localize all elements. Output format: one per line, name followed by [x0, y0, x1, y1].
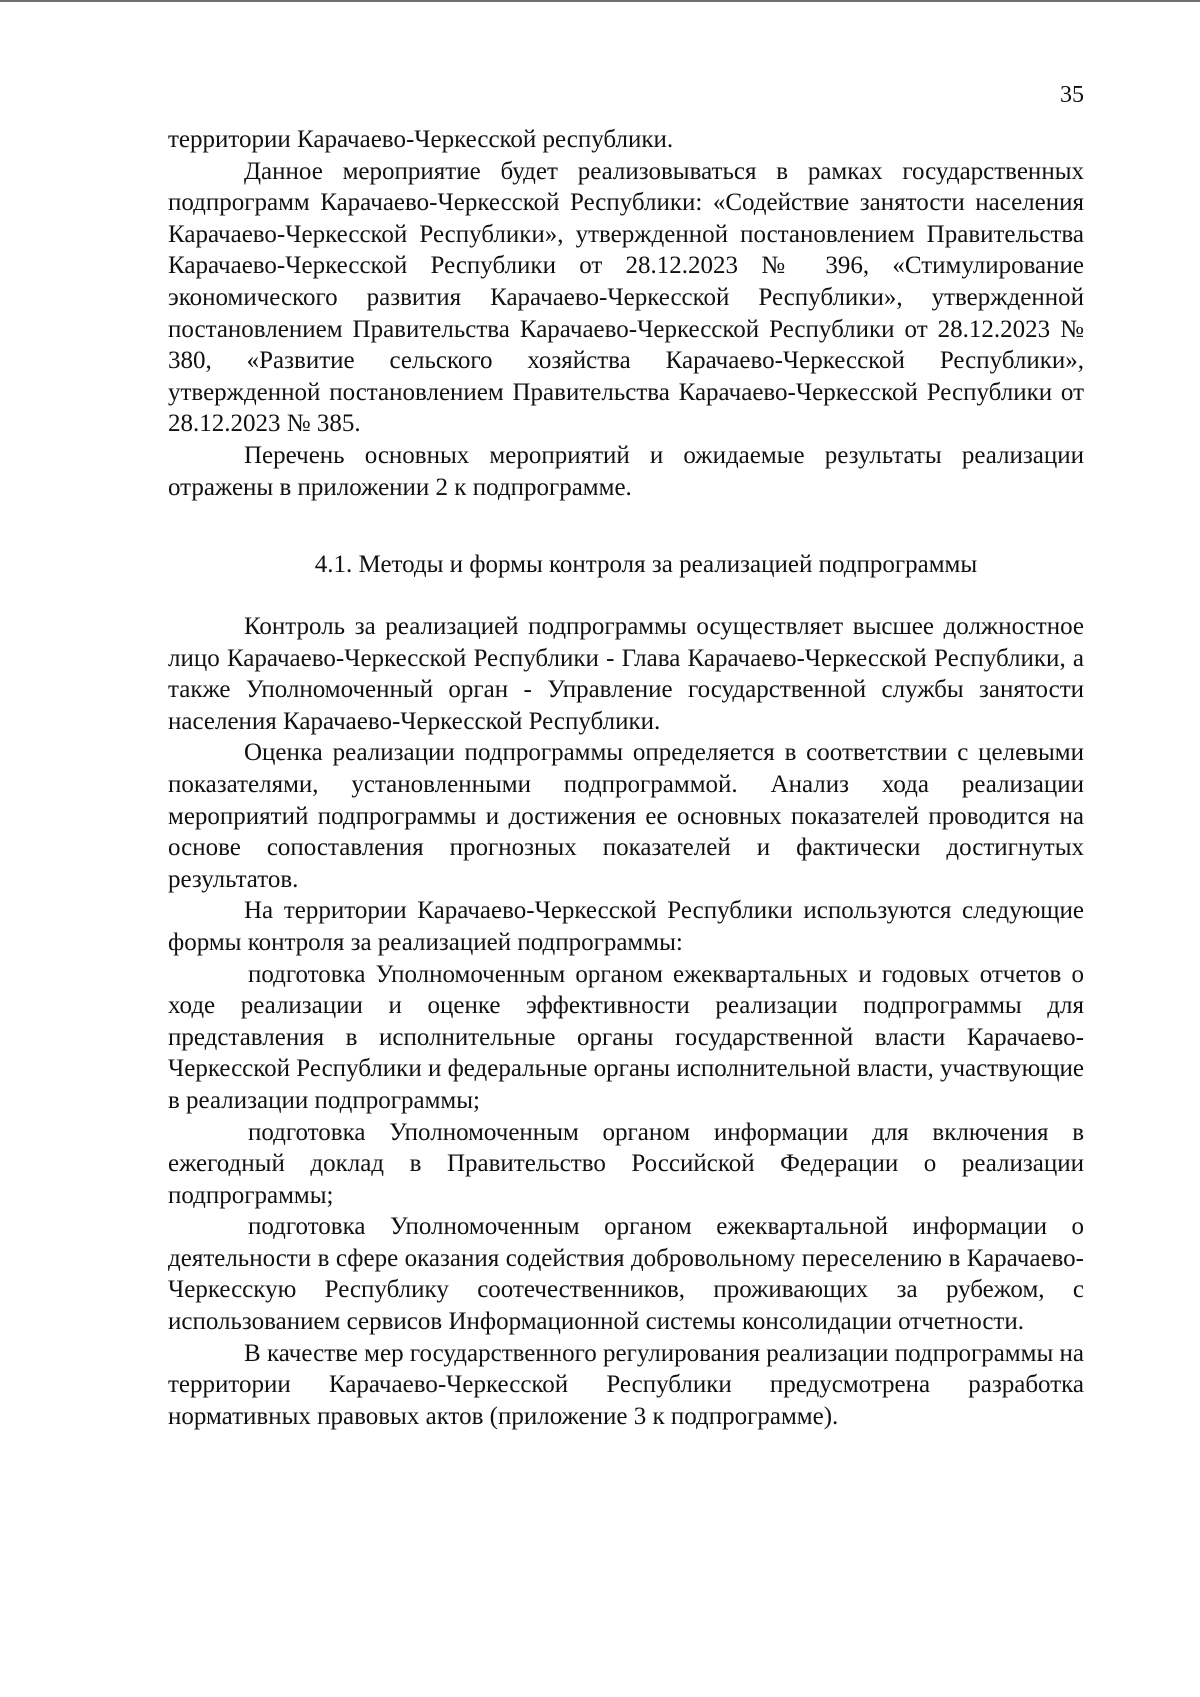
control-form-item: подготовка Уполномоченным органом ежеквартальных и годовых отчетов о ходе реализации и оценке эффективности реализации подпрограммы для представления в исполнительные органы государственной власти Карачаево-Черкесской Республики и федеральные органы исполнительной власти, участвующие в реализации подпрограммы; — [168, 960, 1085, 1114]
control-paragraph: Контроль за реализацией подпрограммы осуществляет высшее должностное лицо Карачаево-Черкесской Республики - Глава Карачаево-Черкесской Республики, а также Уполномоченный орган - Управление государственной службы занятости населения Карачаево-Черкесской Республики. — [168, 613, 1084, 735]
continuation-line: территории Карачаево-Черкесской республики. — [168, 126, 674, 153]
control-form-item: подготовка Уполномоченным органом ежеквартальной информации о деятельности в сфере оказания содействия добровольному переселению в Карачаево-Черкесскую Республику соотечественников, проживающих за рубежом, с использованием сервисов Информационной системы консолидации отчетности. — [168, 1213, 1084, 1336]
activities-list-paragraph: Перечень основных мероприятий и ожидаемые результаты реализации отражены в приложении 2 к подпрограмме. — [168, 441, 1084, 501]
assessment-paragraph: Оценка реализации подпрограммы определяется в соответствии с целевыми показателями, установленными подпрограммой. Анализ хода реализации мероприятий подпрограммы и достижения ее основных показателей проводится на основе сопоставления прогнозных показателей и фактически достигнутых результатов. — [168, 739, 1084, 893]
forms-intro-paragraph: На территории Карачаево-Черкесской Республики используются следующие формы контроля за реализацией подпрограммы: — [168, 897, 1084, 956]
intro-text-block — [168, 124, 1084, 503]
section-heading: 4.1. Методы и формы контроля за реализацией подпрограммы — [314, 551, 978, 578]
control-text-block — [168, 611, 1084, 1432]
event-paragraph: Данное мероприятие будет реализовываться в рамках государственных подпрограмм Карачаево-Черкесской Республики: «Содействие занятости населения Карачаево-Черкесской Республики», утвержденной постановлением Правительства Карачаево-Черкесской Республики от 28.12.2023 № 396, «Стимулирование экономического развития Карачаево-Черкесской Республики», утвержденной постановлением Правительства Карачаево-Черкесской Республики от 28.12.2023 № 380, «Развитие сельского хозяйства Карачаево-Черкесской Республики», утвержденной постановлением Правительства Карачаево-Черкесской Республики от 28.12.2023 № 385. — [168, 157, 1084, 438]
page-number: 35 — [1060, 82, 1084, 108]
regulation-paragraph: В качестве мер государственного регулирования реализации подпрограммы на территории Карачаево-Черкесской Республики предусмотрена разработка нормативных правовых актов (приложение 3 к подпрограмме). — [168, 1339, 1084, 1430]
scan-top-edge — [0, 0, 1200, 2]
control-form-item: подготовка Уполномоченным органом информации для включения в ежегодный доклад в Правительство Российской Федерации о реализации подпрограммы; — [168, 1118, 1084, 1209]
